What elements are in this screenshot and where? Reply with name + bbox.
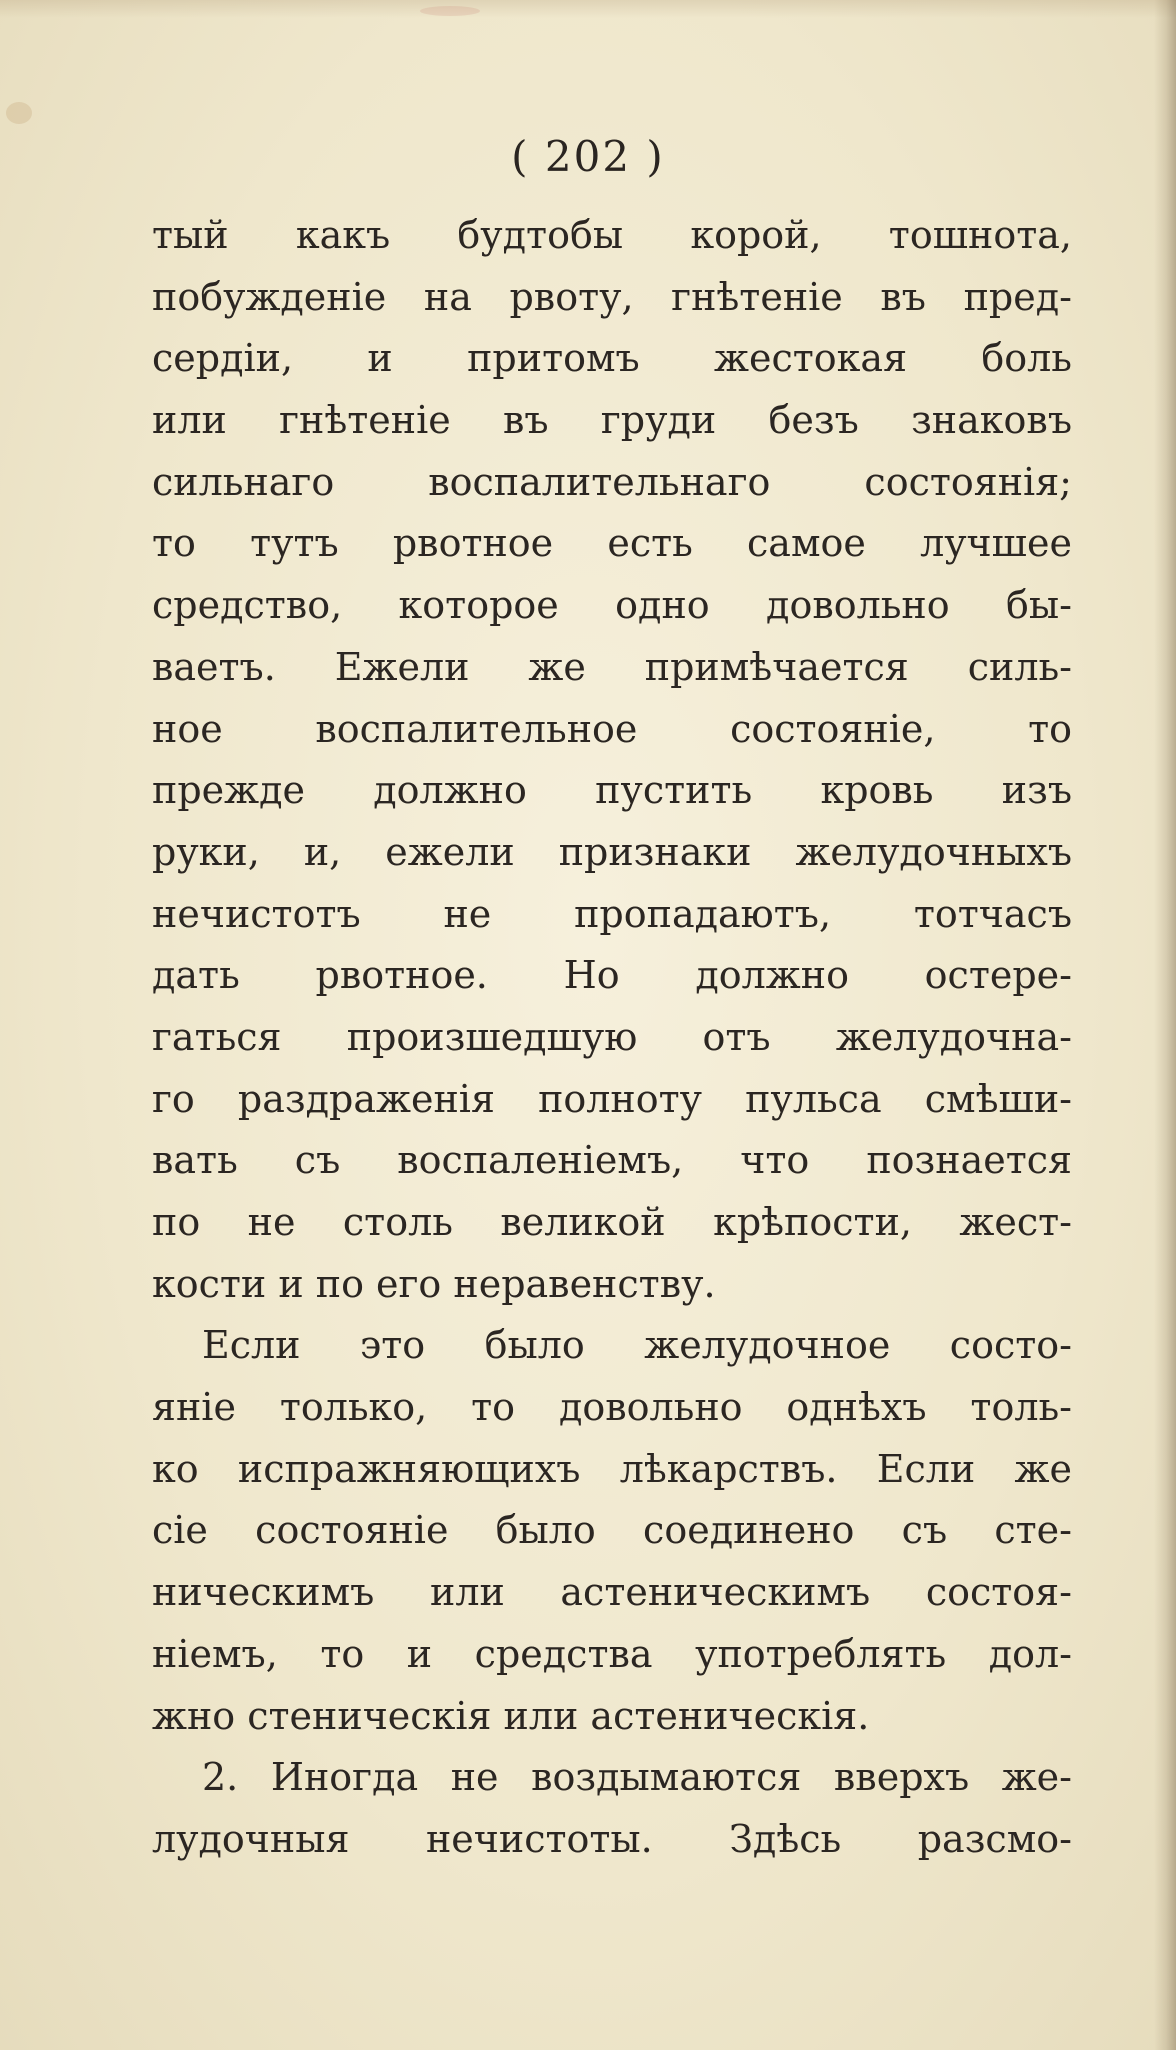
text-line: дать рвотное. Но должно остере- bbox=[152, 953, 1072, 998]
text-line: лудочныя нечистоты. Здѣсь разсмо- bbox=[152, 1816, 1072, 1861]
text-line: вать съ воспаленіемъ, что познается bbox=[152, 1138, 1072, 1183]
text-line: сердіи, и притомъ жестокая боль bbox=[152, 336, 1072, 381]
text-line: то тутъ рвотное есть самое лучшее bbox=[152, 521, 1072, 566]
text-line: побужденіе на рвоту, гнѣтеніе въ пред- bbox=[152, 274, 1072, 319]
text-line: жно стеническія или астеническія. bbox=[152, 1693, 870, 1738]
text-line: 2. Иногда не воздымаются вверхъ же- bbox=[202, 1755, 1072, 1800]
text-line: тый какъ будтобы корой, тошнота, bbox=[152, 213, 1072, 257]
text-line: яніе только, то довольно однѣхъ толь- bbox=[152, 1385, 1072, 1430]
text-line: ко испражняющихъ лѣкарствъ. Если же bbox=[152, 1446, 1072, 1491]
text-line: сіе состояніе было соединено съ сте- bbox=[152, 1508, 1072, 1553]
text-line: ваетъ. Ежели же примѣчается силь- bbox=[152, 644, 1072, 689]
text-line: средство, которое одно довольно бы- bbox=[152, 583, 1072, 628]
body-text bbox=[152, 205, 1072, 1871]
text-line: го раздраженія полноту пульса смѣши- bbox=[152, 1076, 1072, 1121]
paper-stain bbox=[420, 6, 480, 16]
text-line: кости и по его неравенству. bbox=[152, 1261, 716, 1306]
text-line: Если это было желудочное состо- bbox=[202, 1323, 1072, 1368]
text-line: по не столь великой крѣпости, жест- bbox=[152, 1200, 1072, 1244]
page-number: ( 202 ) bbox=[511, 132, 665, 181]
text-line: прежде должно пустить кровь изъ bbox=[152, 768, 1072, 813]
text-line: ническимъ или астеническимъ состоя- bbox=[152, 1570, 1072, 1615]
page-binding-edge bbox=[1154, 0, 1176, 2050]
text-line: ное воспалительное состояніе, то bbox=[152, 706, 1072, 751]
text-line: нечистотъ не пропадаютъ, тотчасъ bbox=[152, 891, 1072, 936]
text-line: или гнѣтеніе въ груди безъ знаковъ bbox=[152, 398, 1072, 443]
text-line: гаться произшедшую отъ желудочна- bbox=[152, 1014, 1072, 1059]
text-line: руки, и, ежели признаки желудочныхъ bbox=[152, 829, 1072, 874]
text-line: ніемъ, то и средства употреблять дол- bbox=[152, 1631, 1072, 1676]
text-line: сильнаго воспалительнаго состоянія; bbox=[152, 459, 1072, 504]
page-top-edge bbox=[0, 0, 1176, 18]
paper-stain bbox=[6, 102, 32, 124]
